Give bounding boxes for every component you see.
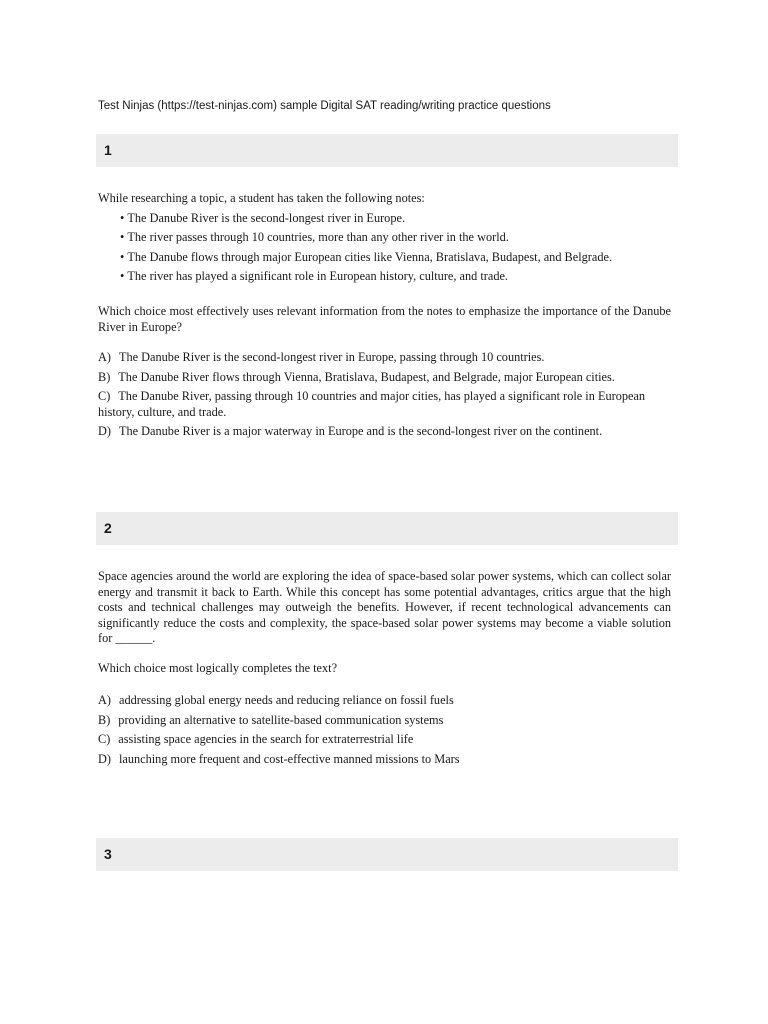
choice-text: The Danube River is a major waterway in Europe and is the second-longest river on the continent. xyxy=(118,424,603,438)
answer-choice-c[interactable] xyxy=(98,732,671,748)
choice-text: The Danube River is the second-longest river in Europe, passing through 10 countries. xyxy=(118,350,545,364)
choice-letter: B) xyxy=(98,369,111,384)
answer-choice-d[interactable] xyxy=(98,752,671,768)
notes-intro: While researching a topic, a student has taken the following notes: xyxy=(98,191,425,205)
question-1-number-bar xyxy=(96,134,678,167)
choice-text: launching more frequent and cost-effective manned missions to Mars xyxy=(118,751,460,766)
document-header: Test Ninjas (https://test-ninjas.com) sample Digital SAT reading/writing practice questions xyxy=(98,100,551,112)
choice-text: The Danube River, passing through 10 countries and major cities, has played a significant role in European history, culture, and trade. xyxy=(98,389,646,419)
note-item: • The river passes through 10 countries, more than any other river in the world. xyxy=(120,230,671,246)
answer-choice-a[interactable] xyxy=(98,693,671,709)
question-2-prompt: Which choice most logically completes the text? xyxy=(98,661,338,675)
answer-choice-b[interactable] xyxy=(98,713,671,729)
answer-choice-a[interactable] xyxy=(98,350,671,366)
question-2-number-bar xyxy=(96,512,678,545)
choice-letter: C) xyxy=(98,389,111,403)
question-1-prompt: Which choice most effectively uses relevant information from the notes to emphasize the importance of the Danube River in Europe? xyxy=(98,304,671,334)
notes-list xyxy=(98,211,671,285)
answer-choice-d[interactable] xyxy=(98,424,671,440)
note-item: • The Danube flows through major European cities like Vienna, Bratislava, Budapest, and Belgrade. xyxy=(120,250,671,266)
choice-text: addressing global energy needs and reducing reliance on fossil fuels xyxy=(118,693,454,707)
question-1-choices xyxy=(98,350,671,444)
question-number: 2 xyxy=(104,520,112,536)
answer-choice-b[interactable] xyxy=(98,370,671,386)
choice-letter: A) xyxy=(98,350,111,364)
choice-text: providing an alternative to satellite-based communication systems xyxy=(118,712,444,727)
choice-letter: B) xyxy=(98,712,111,727)
choice-letter: D) xyxy=(98,424,111,438)
note-item: • The Danube River is the second-longest river in Europe. xyxy=(120,211,671,227)
question-2-passage: Space agencies around the world are exploring the idea of space-based solar power systems, which can collect solar energy and transmit it back to Earth. While this concept has some potential advantages, critics argue that the high costs and technical challenges may outweigh the benefits. However, if recent technological advancements can significantly reduce the costs and complexity, the space-based solar power systems may become a viable solution for ______. xyxy=(98,569,671,645)
choice-text: The Danube River flows through Vienna, Bratislava, Budapest, and Belgrade, major European cities. xyxy=(118,369,615,384)
choice-letter: D) xyxy=(98,751,111,766)
answer-choice-c[interactable] xyxy=(98,389,671,420)
question-1-notes xyxy=(98,191,671,289)
choice-letter: C) xyxy=(98,732,111,746)
question-2-choices xyxy=(98,693,671,771)
question-3-number-bar xyxy=(96,838,678,871)
note-item: • The river has played a significant role in European history, culture, and trade. xyxy=(120,269,671,285)
choice-text: assisting space agencies in the search for extraterrestrial life xyxy=(118,732,414,746)
question-number: 3 xyxy=(104,846,112,862)
choice-letter: A) xyxy=(98,693,111,707)
question-number: 1 xyxy=(104,142,112,158)
